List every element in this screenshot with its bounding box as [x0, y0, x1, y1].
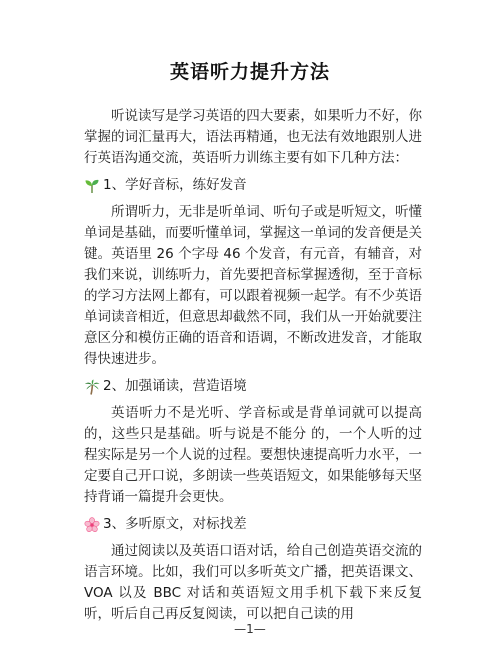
section-body-2: 英语听力不是光听、学音标或是背单词就可以提高的，这些只是基础。听与说是不能分 的，一个人听的过程实际是另一个人说的过程。要想快速提高听力水平，一定要自己开口说，多朗读一些英语短文，如果能够每天坚持背诵一篇提升会更快。 [84, 405, 422, 505]
section-body-1: 所谓听力，无非是听单词、听句子或是听短文，听懂单词是基础，而要听懂单词，掌握这一单词的发音便是关键。英语里 26 个字母 46 个发音，有元音，有辅音，对我们来说，训练听力，首先要把音标掌握透彻，至于音标的学习方法网上都有，可以跟着视频一起学。有不少英语单词读音相近，但意思却截然不同，我们从一开始就要注意区分和模仿正确的语音和语调，不断改进发音，才能取得快速进步。 [84, 204, 422, 367]
palm-tree-icon [84, 379, 100, 395]
seedling-icon [84, 178, 100, 194]
section-heading-text: 1、学好音标，练好发音 [103, 177, 247, 193]
document-body [84, 106, 422, 631]
section-heading-text: 3、多听原文，对标找差 [103, 516, 247, 532]
section-body-3: 通过阅读以及英语口语对话，给自己创造英语交流的语言环境。比如，我们可以多听英文广播，把英语课文、VOA 以及 BBC 对话和英语短文用手机下载下来反复听，听后自己再反复阅读，可以把自己读的用 [84, 543, 422, 622]
section-heading-text: 2、加强诵读，营造语境 [103, 378, 247, 394]
intro-paragraph: 听说读写是学习英语的四大要素，如果听力不好，你掌握的词汇量再大，语法再精通，也无法有效地跟别人进行英语沟通交流，英语听力训练主要有如下几种方法： [84, 108, 422, 166]
section-heading-2 [84, 376, 422, 397]
page-title: 英语听力提升方法 [169, 61, 330, 83]
section-heading-1 [84, 175, 422, 196]
cherry-blossom-icon [84, 517, 100, 533]
section-heading-3 [84, 514, 422, 535]
page-number: —1— [234, 622, 266, 636]
